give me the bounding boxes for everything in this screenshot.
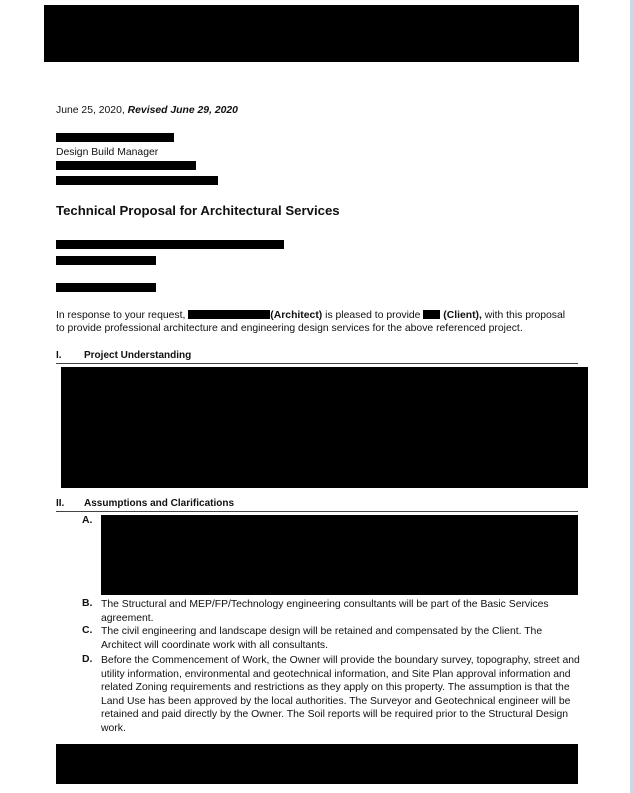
- item-b-letter: B.: [82, 598, 93, 609]
- item-a-redaction: [101, 515, 578, 595]
- proposal-title: Technical Proposal for Architectural Services: [56, 203, 340, 218]
- date-text: June 25, 2020,: [56, 105, 128, 116]
- client-name-redaction: [423, 310, 440, 319]
- assumption-item-b: [82, 598, 582, 626]
- section-2-title: Assumptions and Clarifications: [84, 498, 235, 509]
- project-understanding-redaction: [61, 367, 588, 488]
- intro-part1: In response to your request,: [56, 310, 189, 321]
- section-2-rule: [56, 511, 578, 512]
- project-name-redaction: [56, 240, 284, 249]
- date-line: [56, 104, 238, 117]
- assumption-item-c: [82, 625, 582, 653]
- item-b-text: The Structural and MEP/FP/Technology engineering consultants will be part of the Basic Services agreement.: [101, 599, 549, 624]
- intro-line-2: to provide professional architecture and engineering design services for the above referenced project.: [56, 323, 523, 334]
- item-a-letter: A.: [82, 515, 93, 526]
- intro-part2: is pleased to provide: [322, 310, 424, 321]
- client-label: (Client),: [443, 310, 482, 321]
- project-location-redaction: [56, 256, 156, 265]
- recipient-address-redaction: [56, 176, 218, 185]
- item-c-text: The civil engineering and landscape design will be retained and compensated by the Client. The Architect will coordinate work with all consultants.: [101, 626, 543, 651]
- project-ref-redaction: [56, 283, 156, 292]
- section-2-number: II.: [56, 498, 65, 509]
- architect-name-redaction: [188, 310, 270, 319]
- architect-label: (Architect): [270, 310, 323, 321]
- intro-part3: with this proposal: [481, 310, 566, 321]
- assumption-item-d: [82, 654, 582, 738]
- item-d-text: Before the Commencement of Work, the Owner will provide the boundary survey, topography, street and utility information, environmental and geotechnical information, and Site Plan approval information and related Zoning requirements and restrictions as they apply on this property. The assumption is that the Land Use has been approved by the local authorities. The Surveyor and Geotechnical engineer will be retained and paid directly by the Owner. The Soil reports will be required prior to the Structural Design work.: [101, 655, 580, 734]
- intro-line-1: [56, 309, 565, 322]
- item-d-letter: D.: [82, 654, 93, 665]
- recipient-role: Design Build Manager: [56, 147, 159, 158]
- footer-redaction: [56, 744, 578, 784]
- section-1-rule: [56, 363, 578, 364]
- item-c-letter: C.: [82, 625, 93, 636]
- section-1-title: Project Understanding: [84, 350, 192, 361]
- recipient-company-redaction: [56, 161, 196, 170]
- header-redaction: [44, 5, 579, 62]
- recipient-name-redaction: [56, 133, 174, 142]
- revised-date: Revised June 29, 2020: [127, 105, 238, 116]
- section-1-number: I.: [56, 350, 62, 361]
